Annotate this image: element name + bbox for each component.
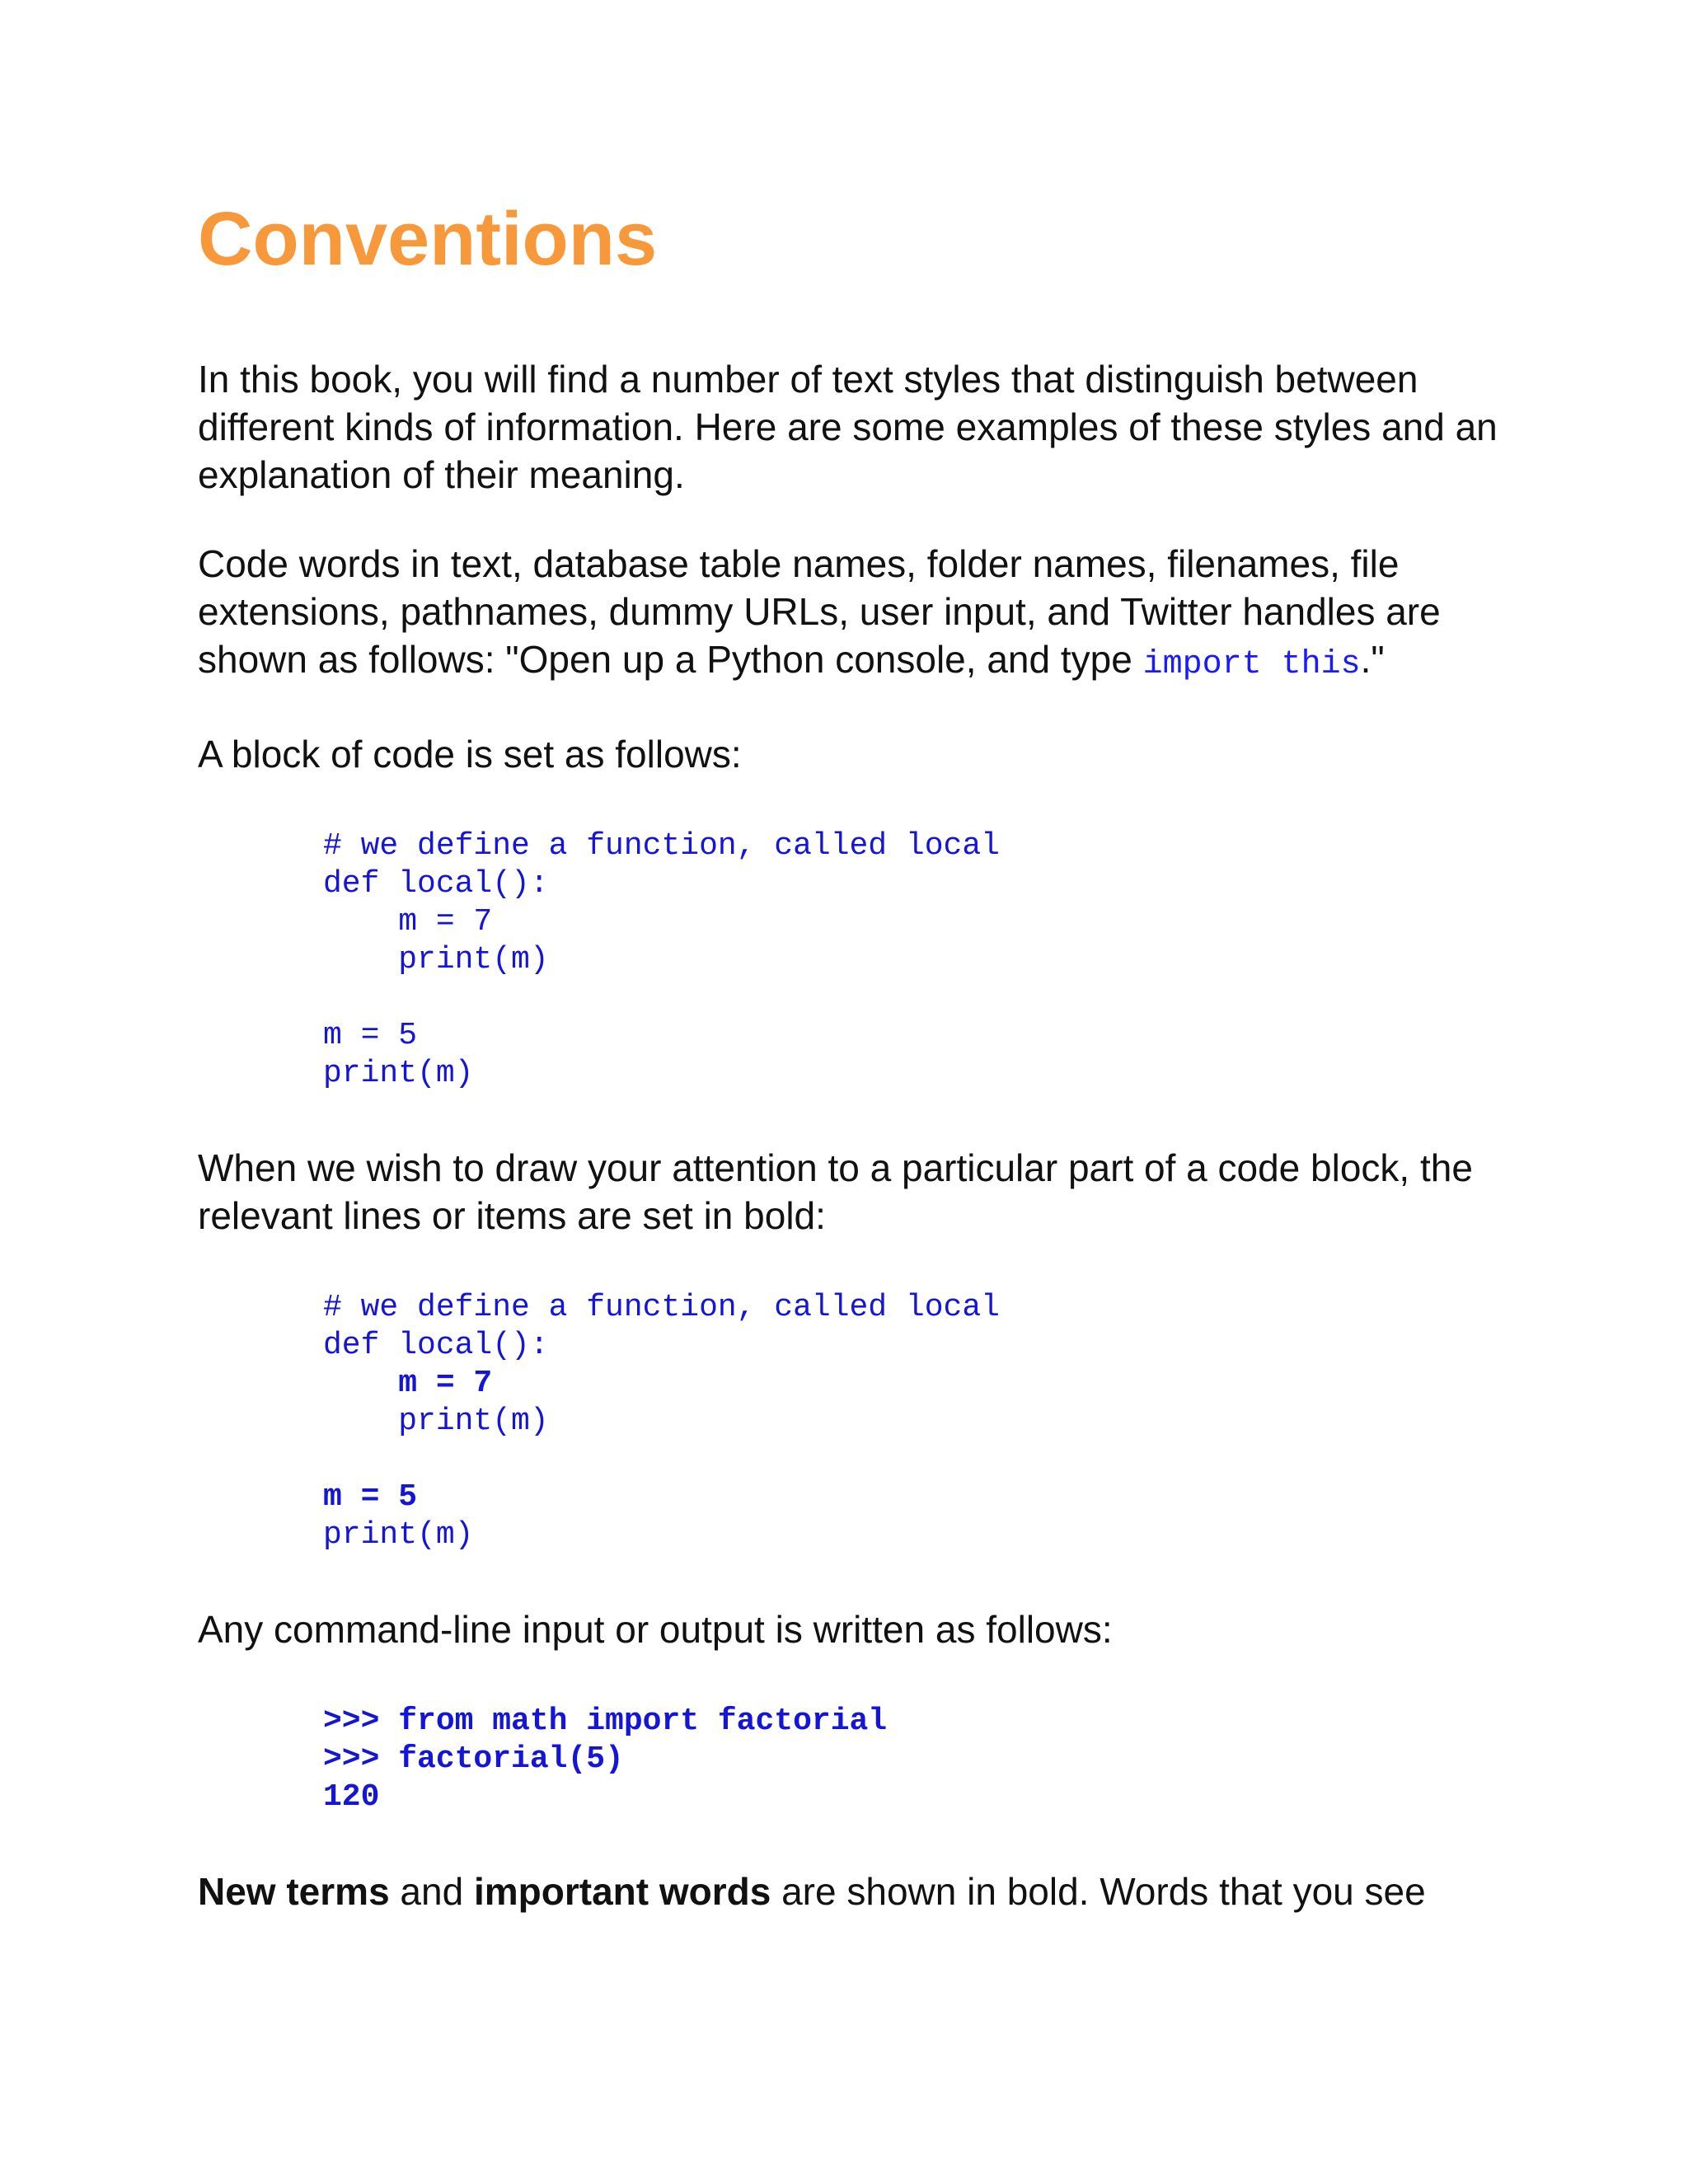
code-line: print(m) — [323, 1056, 474, 1092]
code-line: >>> from math import factorial — [323, 1704, 888, 1740]
new-terms-bold: New terms — [198, 1870, 390, 1914]
code-line: m = 7 — [323, 904, 493, 940]
cli-intro-paragraph: Any command-line input or output is written as follows: — [198, 1608, 1113, 1652]
cli-block — [323, 1703, 1500, 1816]
code-line: print(m) — [323, 1517, 474, 1554]
new-terms-and: and — [389, 1870, 474, 1914]
page-title: Conventions — [198, 197, 658, 281]
code-words-paragraph — [198, 540, 1500, 689]
code-words-text-before: Code words in text, database table names, folder names, filenames, file extensions, pathnames, dummy URLs, user input, and Twitter handles are shown as follows: "Open up a Python console, and type — [198, 542, 1441, 682]
intro-paragraph: In this book, you will find a number of text styles that distinguish between different kinds of information. Here are some examples of these styles and an explanation of their meaning. — [198, 358, 1498, 497]
new-terms-paragraph — [198, 1868, 1500, 1915]
code-line — [323, 1441, 1500, 1479]
code-block-example — [323, 827, 1500, 1093]
code-line: m = 5 — [323, 1479, 418, 1516]
page — [198, 198, 1500, 1957]
code-words-text-after: ." — [1360, 638, 1385, 682]
important-words-bold: important words — [473, 1870, 771, 1914]
code-line — [323, 979, 1500, 1017]
new-terms-rest: are shown in bold. Words that you see — [771, 1870, 1426, 1914]
code-line: print(m) — [323, 942, 549, 978]
code-line: def local(): — [323, 1328, 549, 1364]
code-line: >>> factorial(5) — [323, 1741, 624, 1778]
code-line: m = 5 — [323, 1018, 418, 1054]
code-line: 120 — [323, 1779, 380, 1816]
inline-code: import this — [1142, 646, 1361, 684]
code-line: print(m) — [323, 1404, 549, 1440]
code-line: m = 7 — [323, 1366, 493, 1402]
code-block-intro: A block of code is set as follows: — [198, 733, 742, 776]
code-line: def local(): — [323, 866, 549, 902]
code-line: # we define a function, called local — [323, 828, 1000, 865]
bold-intro-paragraph: When we wish to draw your attention to a particular part of a code block, the relevant lines or items are set in bold: — [198, 1146, 1473, 1238]
code-line: # we define a function, called local — [323, 1290, 1000, 1326]
code-block-bold-example — [323, 1289, 1500, 1554]
